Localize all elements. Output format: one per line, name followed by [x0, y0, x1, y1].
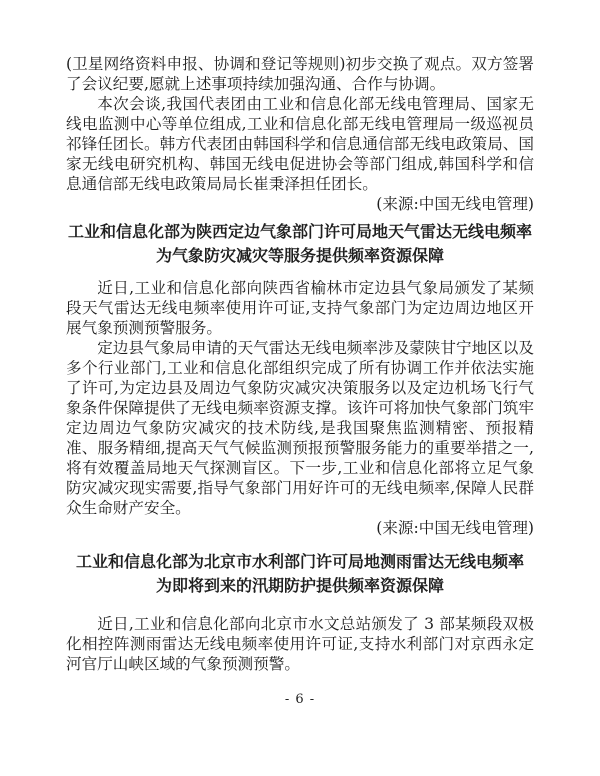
page-number: - 6 - [284, 692, 316, 707]
source-attribution: (来源:中国无线电管理) [376, 195, 534, 213]
intro-paragraph-delegations: 本次会谈,我国代表团由工业和信息化部无线电管理局、国家无线电监测中心等单位组成,工业和信息化部无线电管理局一级巡视员祁锋任团长。韩方代表团由韩国科学和信息通信部无线电政策局、国家无线电研究机构、韩国无线电促进协会等部门组成,韩国科学和信息通信部无线电政策局局长崔秉泽担任团长。 [66, 95, 534, 193]
article-title-beijing-water [66, 550, 534, 598]
article-title-line: 为气象防灾减灾等服务提供频率资源保障 [155, 246, 444, 265]
page-content [66, 54, 534, 674]
article-title-line: 工业和信息化部为陕西定边气象部门许可局地天气雷达无线电频率 [67, 222, 532, 241]
article-title-line: 为即将到来的汛期防护提供频率资源保障 [155, 576, 444, 595]
source-attribution: (来源:中国无线电管理) [376, 519, 534, 537]
article-title-shaanxi-dingbian [66, 220, 534, 268]
intro-paragraph-continuation: (卫星网络资料申报、协调和登记等规则)初步交换了观点。双方签署了会议纪要,愿就上述事项持续加强沟通、合作与协调。 [66, 55, 534, 93]
article-title-line: 工业和信息化部为北京市水利部门许可局地测雨雷达无线电频率 [75, 552, 524, 571]
article-paragraph: 近日,工业和信息化部向北京市水文总站颁发了 3 部某频段双极化相控阵测雨雷达无线电频率使用许可证,支持水利部门对京西永定河官厅山峡区域的气象预测预警。 [66, 615, 534, 673]
article-paragraph: 近日,工业和信息化部向陕西省榆林市定边县气象局颁发了某频段天气雷达无线电频率使用许可证,支持气象部门为定边周边地区开展气象预测预警服务。 [66, 279, 534, 337]
article-paragraph: 定边县气象局申请的天气雷达无线电频率涉及蒙陕甘宁地区以及多个行业部门,工业和信息化部组织完成了所有协调工作并依法实施了许可,为定边县及周边气象防灾减灾决策服务以及定边机场飞行气象条件保障提供了无线电频率资源支撑。该许可将加快气象部门筑牢定边周边气象防灾减灾的技术防线,是我国聚焦监测精密、预报精准、服务精细,提高天气气候监测预报预警服务能力的重要举措之一,将有效覆盖局地天气探测盲区。下一步,工业和信息化部将立足气象防灾减灾现实需要,指导气象部门用好许可的无线电频率,保障人民群众生命财产安全。 [66, 339, 534, 517]
